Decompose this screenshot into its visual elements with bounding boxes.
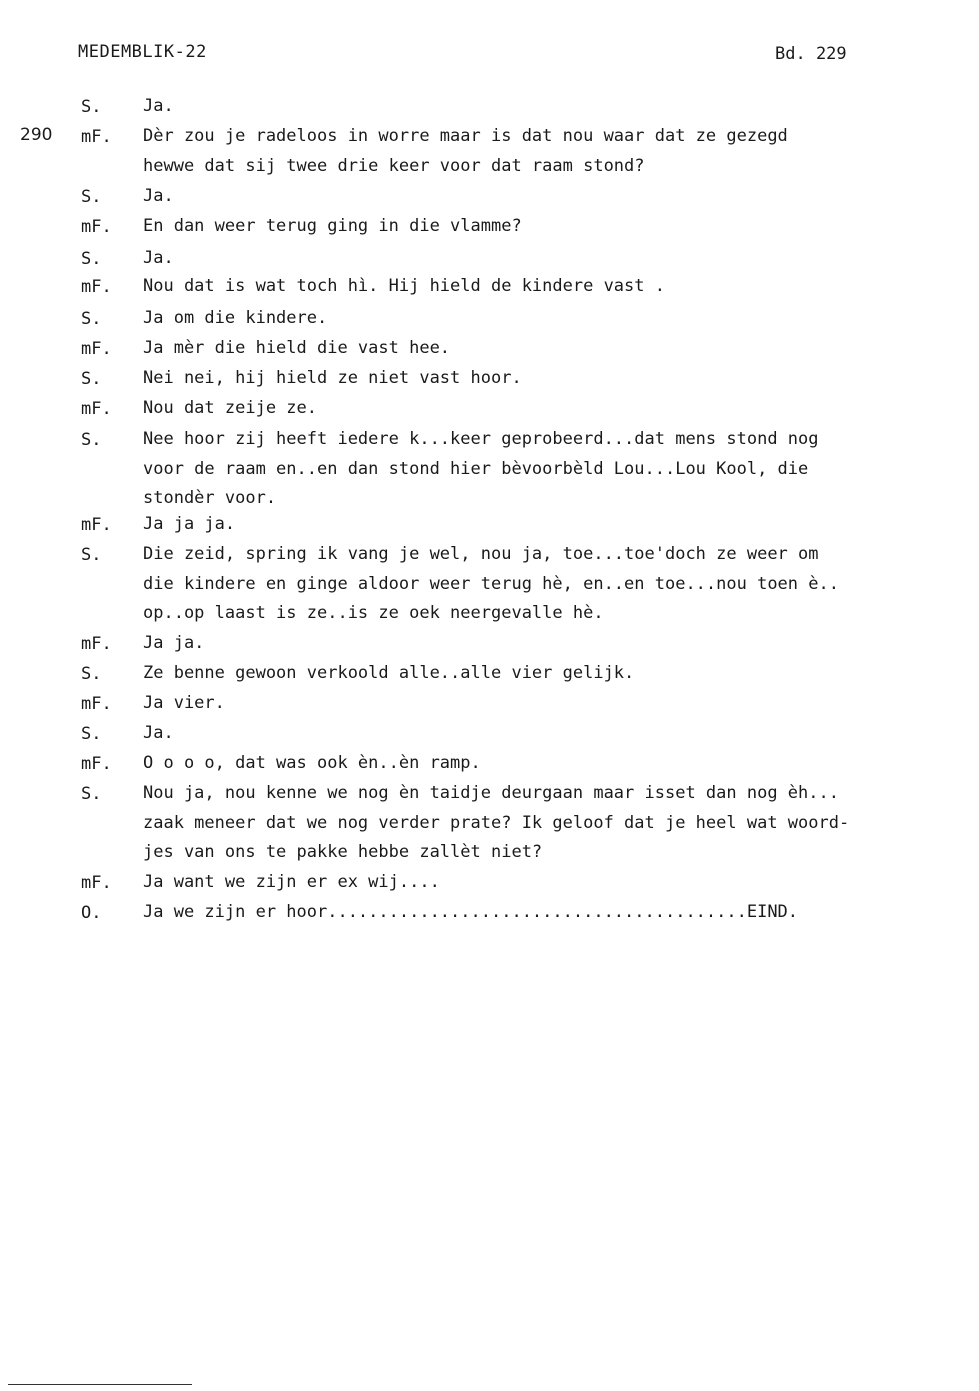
utterance-line: Nou dat is wat toch hì. Hij hield de kindere vast .	[143, 276, 665, 296]
utterance	[143, 182, 973, 212]
utterance-line: Nei nei, hij hield ze niet vast hoor.	[143, 368, 522, 388]
utterance	[143, 510, 973, 540]
utterance	[143, 749, 973, 779]
speaker-label: S.	[81, 249, 102, 269]
utterance	[143, 779, 973, 868]
speaker-label: mF.	[81, 217, 112, 237]
utterance	[143, 659, 973, 689]
speaker-label: S.	[81, 545, 102, 565]
utterance-line: Dèr zou je radeloos in worre maar is dat nou waar dat ze gezegd	[143, 126, 788, 146]
utterance-line: Nee hoor zij heeft iedere k...keer geprobeerd...dat mens stond nog	[143, 429, 819, 449]
speaker-label: S.	[81, 430, 102, 450]
utterance-line: Nou ja, nou kenne we nog èn taidje deurgaan maar isset dan nog èh...	[143, 783, 839, 803]
utterance	[143, 394, 973, 424]
utterance	[143, 868, 973, 898]
speaker-label: S.	[81, 784, 102, 804]
line-number: 290	[20, 125, 53, 145]
utterance-line: Die zeid, spring ik vang je wel, nou ja, toe...toe'doch ze weer om	[143, 544, 819, 564]
utterance	[143, 425, 973, 514]
utterance-line: Ja ja.	[143, 633, 205, 653]
document-title: MEDEMBLIK-22	[78, 42, 207, 62]
speaker-label: S.	[81, 187, 102, 207]
utterance	[143, 334, 973, 364]
utterance	[143, 629, 973, 659]
utterance	[143, 540, 973, 629]
speaker-label: mF.	[81, 873, 112, 893]
utterance-line: Ja we zijn er hoor.........................................EIND.	[143, 902, 799, 922]
utterance	[143, 719, 973, 749]
footnote-rule	[8, 1384, 192, 1385]
speaker-label: S.	[81, 664, 102, 684]
utterance	[143, 304, 973, 334]
utterance-line: O o o o, dat was ook èn..èn ramp.	[143, 753, 481, 773]
utterance	[143, 92, 973, 122]
utterance-line: Ja mèr die hield die vast hee.	[143, 338, 451, 358]
utterance	[143, 244, 973, 274]
utterance-line: voor de raam en..en dan stond hier bèvoorbèld Lou...Lou Kool, die	[143, 458, 809, 479]
speaker-label: mF.	[81, 515, 112, 535]
utterance	[143, 212, 973, 242]
utterance-line: Ja om die kindere.	[143, 308, 328, 328]
utterance-line: Ja want we zijn er ex wij....	[143, 872, 440, 892]
speaker-label: S.	[81, 369, 102, 389]
utterance	[143, 689, 973, 719]
utterance-line: jes van ons te pakke hebbe zallèt niet?	[143, 842, 543, 862]
speaker-label: mF.	[81, 399, 112, 419]
utterance-line: stondèr voor.	[143, 488, 277, 508]
utterance-line: Ja.	[143, 96, 174, 116]
utterance-line: Ze benne gewoon verkoold alle..alle vier gelijk.	[143, 663, 635, 683]
utterance-line: hewwe dat sij twee drie keer voor dat raam stond?	[143, 155, 645, 176]
speaker-label: mF.	[81, 634, 112, 654]
utterance	[143, 272, 973, 302]
speaker-label: mF.	[81, 754, 112, 774]
utterance	[143, 122, 973, 181]
utterance-line: Ja.	[143, 186, 174, 206]
speaker-label: S.	[81, 97, 102, 117]
speaker-label: mF.	[81, 127, 112, 147]
utterance-line: Ja.	[143, 723, 174, 743]
utterance-line: Ja.	[143, 248, 174, 268]
utterance-line: Ja vier.	[143, 693, 225, 713]
utterance-line: op..op laast is ze..is ze oek neergevalle hè.	[143, 603, 604, 623]
utterance-line: Nou dat zeije ze.	[143, 398, 317, 418]
speaker-label: S.	[81, 309, 102, 329]
utterance	[143, 898, 973, 928]
speaker-label: S.	[81, 724, 102, 744]
speaker-label: O.	[81, 903, 102, 923]
utterance	[143, 364, 973, 394]
page-reference: Bd. 229	[775, 44, 847, 64]
utterance-line: Ja ja ja.	[143, 514, 236, 534]
utterance-line: zaak meneer dat we nog verder prate? Ik geloof dat je heel wat woord-	[143, 812, 850, 833]
speaker-label: mF.	[81, 277, 112, 297]
speaker-label: mF.	[81, 694, 112, 714]
speaker-label: mF.	[81, 339, 112, 359]
utterance-line: die kindere en ginge aldoor weer terug hè, en..en toe...nou toen è..	[143, 573, 839, 594]
utterance-line: En dan weer terug ging in die vlamme?	[143, 216, 522, 236]
